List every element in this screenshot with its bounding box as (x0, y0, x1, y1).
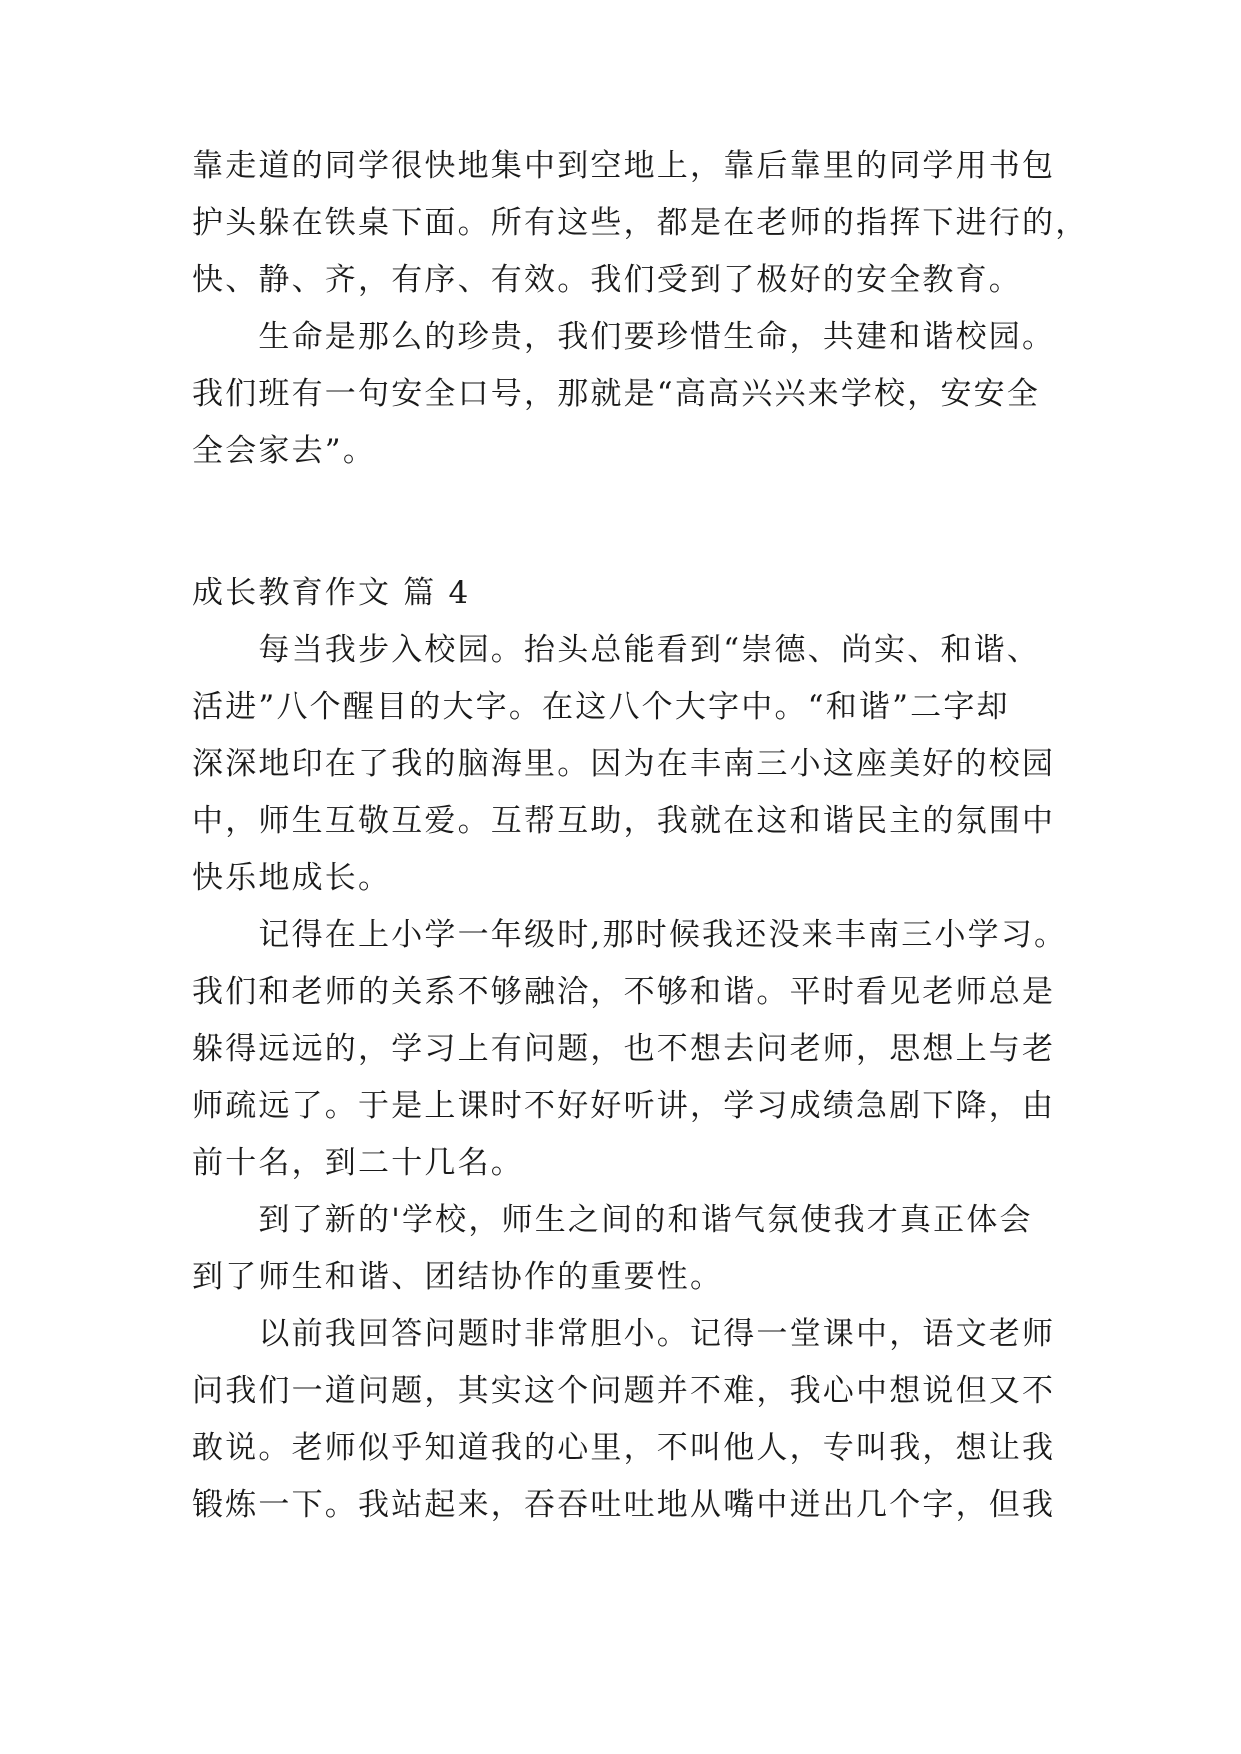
text-line: 活进”八个醒目的大字。在这八个大字中。“和谐”二字却 (192, 689, 1010, 725)
text-line: 快、静、齐，有序、有效。我们受到了极好的安全教育。 (192, 262, 1022, 298)
text-line: 记得在上小学一年级时,那时候我还没来丰南三小学习。 (192, 917, 1068, 953)
text-line: 师疏远了。于是上课时不好好听讲，学习成绩急剧下降，由 (192, 1088, 1056, 1124)
text-line: 以前我回答问题时非常胆小。记得一堂课中，语文老师 (192, 1316, 1056, 1352)
text-line: 深深地印在了我的脑海里。因为在丰南三小这座美好的校园 (192, 746, 1056, 782)
text-line: 中，师生互敬互爱。互帮互助，我就在这和谐民主的氛围中 (192, 803, 1056, 839)
text-line: 到了新的'学校，师生之间的和谐气氛使我才真正体会 (192, 1202, 1033, 1238)
text-line: 敢说。老师似乎知道我的心里，不叫他人，专叫我，想让我 (192, 1430, 1056, 1466)
text-line: 靠走道的同学很快地集中到空地上，靠后靠里的同学用书包 (192, 148, 1056, 184)
text-line: 我们班有一句安全口号，那就是“高高兴兴来学校，安安全 (192, 376, 1041, 412)
text-line: 到了师生和谐、团结协作的重要性。 (192, 1259, 724, 1295)
text-line: 每当我步入校园。抬头总能看到“崇德、尚实、和谐、 (192, 632, 1041, 668)
text-line: 我们和老师的关系不够融洽，不够和谐。平时看见老师总是 (192, 974, 1056, 1010)
text-line: 锻炼一下。我站起来，吞吞吐吐地从嘴中迸出几个字，但我 (192, 1487, 1056, 1523)
section-heading: 成长教育作文 篇 4 (192, 575, 471, 611)
text-line: 全会家去”。 (192, 433, 377, 469)
text-line: 生命是那么的珍贵，我们要珍惜生命，共建和谐校园。 (192, 319, 1056, 355)
text-line: 护头躲在铁桌下面。所有这些，都是在老师的指挥下进行的， (192, 205, 1089, 241)
text-line: 前十名，到二十几名。 (192, 1145, 524, 1181)
text-line: 躲得远远的，学习上有问题，也不想去问老师，思想上与老 (192, 1031, 1056, 1067)
text-line: 问我们一道问题，其实这个问题并不难，我心中想说但又不 (192, 1373, 1056, 1409)
text-line: 快乐地成长。 (192, 860, 392, 896)
